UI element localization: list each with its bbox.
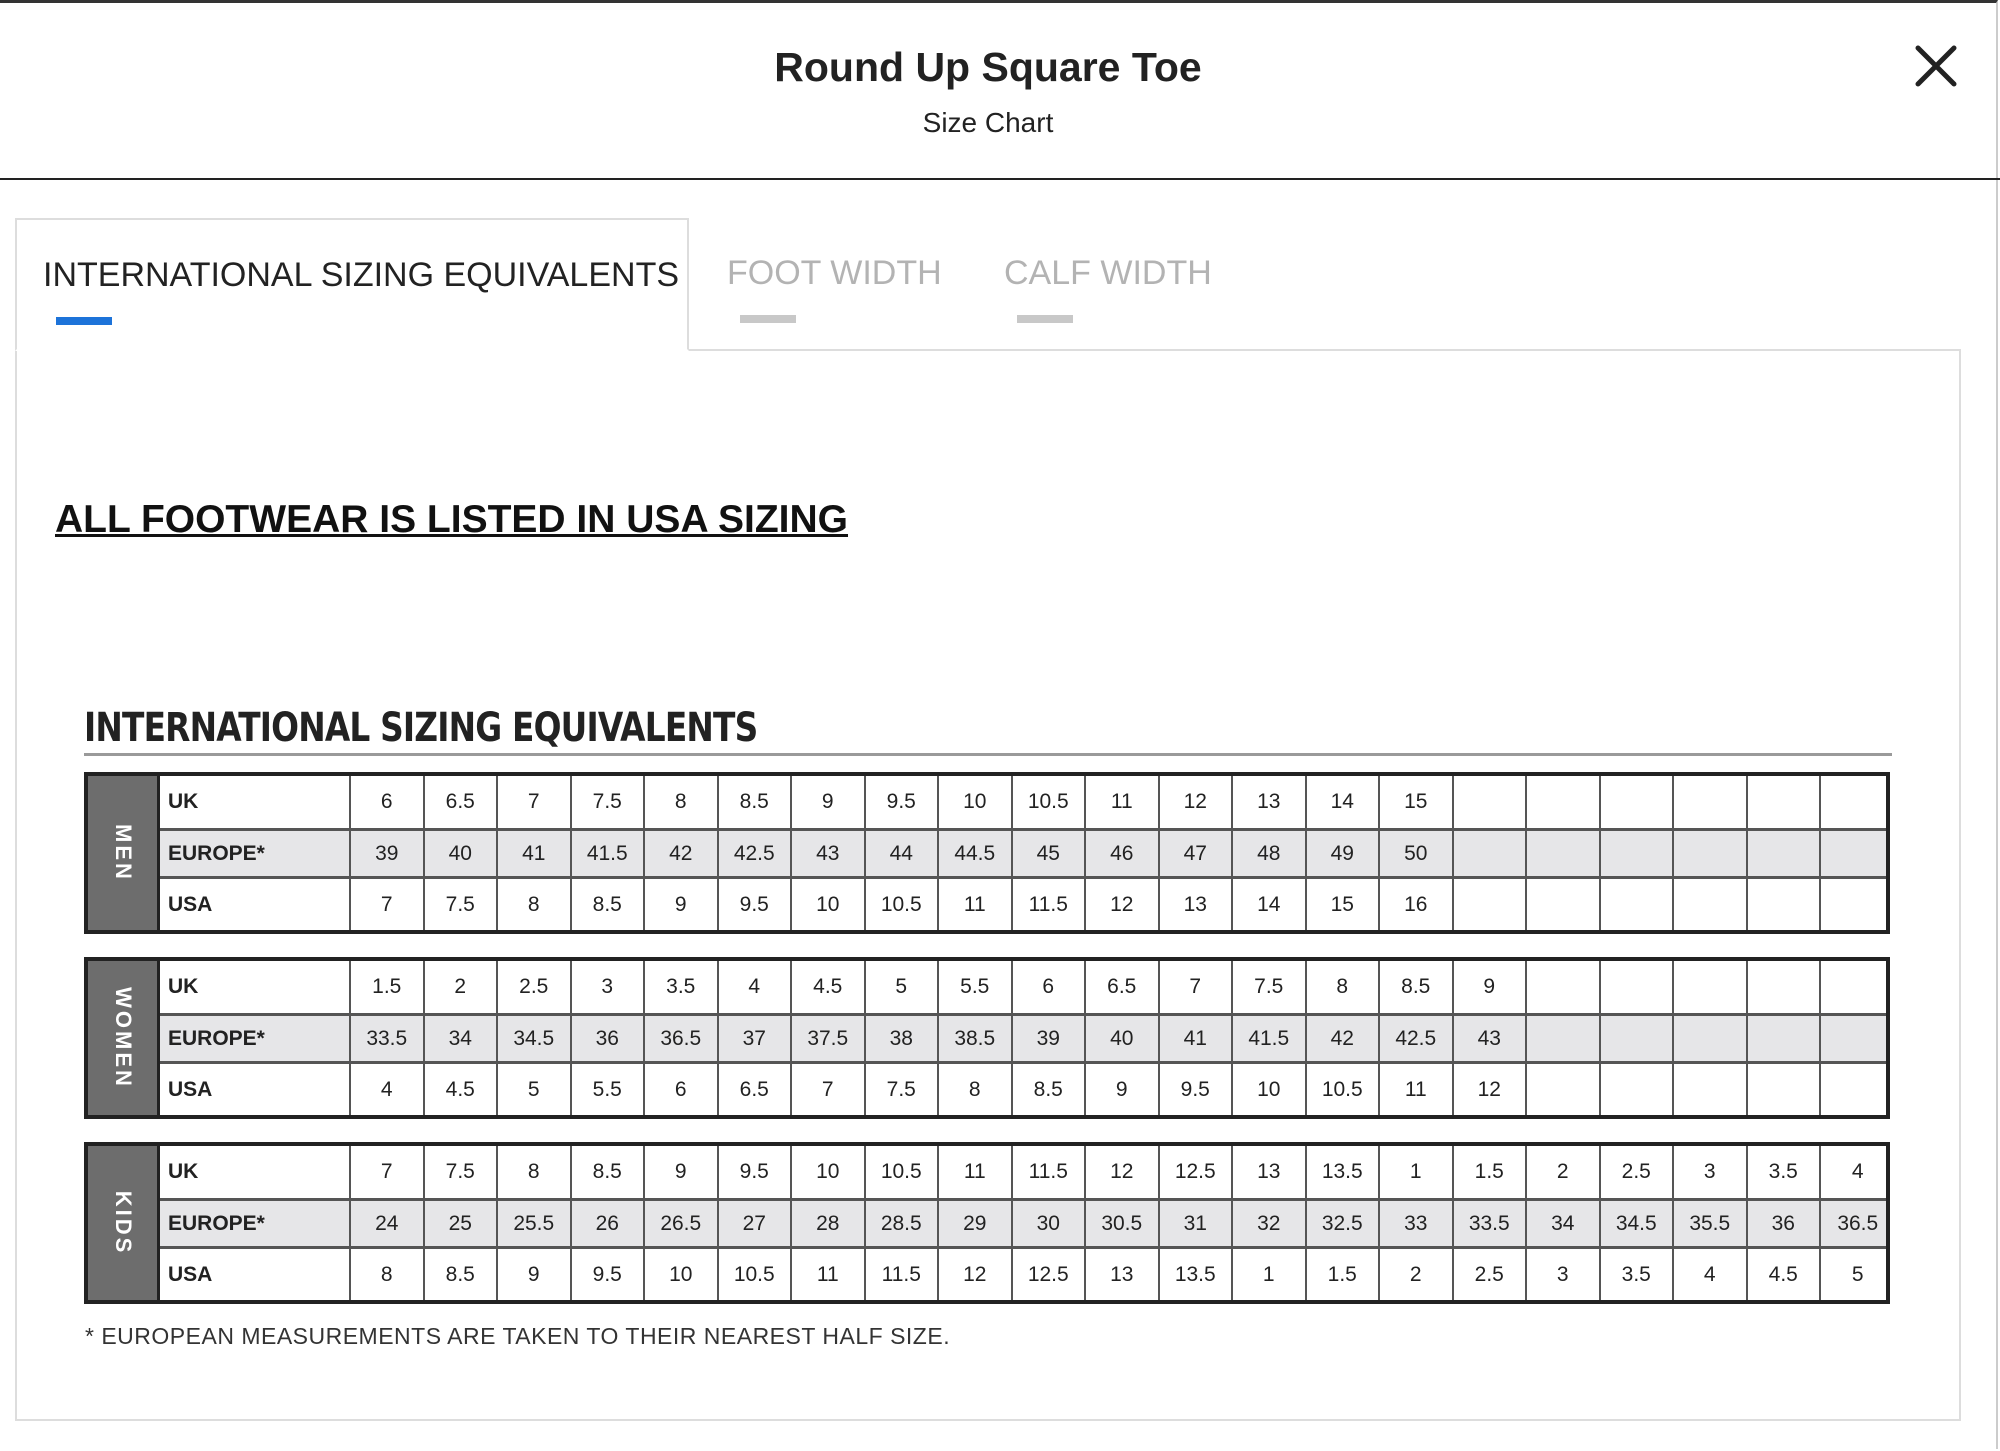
table-cell: 34 — [1527, 1201, 1601, 1246]
table-cell — [1748, 1016, 1822, 1061]
table-cell: 12 — [1086, 1146, 1160, 1198]
table-cell: 9.5 — [1160, 1064, 1234, 1115]
table-cell: 5 — [866, 961, 940, 1013]
table-cell — [1454, 831, 1528, 876]
close-icon — [1910, 40, 1962, 92]
size-group-kids — [84, 1142, 1890, 1304]
table-cell: 6.5 — [719, 1064, 793, 1115]
table-cell: 9 — [645, 879, 719, 930]
table-cell: 12 — [1086, 879, 1160, 930]
table-cell — [1674, 831, 1748, 876]
table-cell — [1674, 1016, 1748, 1061]
table-cell: 8 — [498, 879, 572, 930]
tab-label: INTERNATIONAL SIZING EQUIVALENTS — [43, 256, 680, 294]
table-cell: 4 — [351, 1064, 425, 1115]
table-cell: 14 — [1233, 879, 1307, 930]
table-cell: 9 — [1086, 1064, 1160, 1115]
table-cell: 7.5 — [1233, 961, 1307, 1013]
table-cell: 1.5 — [351, 961, 425, 1013]
table-cell: 40 — [425, 831, 499, 876]
table-cell — [1454, 879, 1528, 930]
tab-active-indicator — [56, 317, 112, 325]
table-cell: 13 — [1233, 776, 1307, 828]
table-cell: 2.5 — [1454, 1249, 1528, 1300]
table-cell: 7 — [351, 879, 425, 930]
table-cell: 4 — [1851, 1160, 1864, 1183]
table-row — [160, 1013, 1886, 1064]
table-cell: 37.5 — [792, 1016, 866, 1061]
table-cell: 13.5 — [1160, 1249, 1234, 1300]
table-cell: 9 — [645, 1146, 719, 1198]
table-cell: 6.5 — [1086, 961, 1160, 1013]
row-header: USA — [160, 1064, 351, 1115]
table-cell: 12.5 — [1013, 1249, 1087, 1300]
table-cell: 8.5 — [719, 776, 793, 828]
table-cell: 8.5 — [1013, 1064, 1087, 1115]
table-cell — [1601, 831, 1675, 876]
table-cell: 2 — [425, 961, 499, 1013]
group-label-text: MEN — [110, 824, 136, 882]
group-label-text: KIDS — [110, 1190, 136, 1256]
table-cell: 3.5 — [645, 961, 719, 1013]
table-cell — [1821, 831, 1895, 876]
table-cell: 10 — [792, 879, 866, 930]
table-cell: 45 — [1013, 831, 1087, 876]
table-cell: 7.5 — [425, 879, 499, 930]
table-cell: 1 — [1380, 1146, 1454, 1198]
table-cell: 36 — [572, 1016, 646, 1061]
table-cell: 30.5 — [1086, 1201, 1160, 1246]
row-header: USA — [160, 879, 351, 930]
table-row — [160, 1249, 1886, 1300]
row-header: UK — [160, 776, 351, 828]
table-cell: 9.5 — [866, 776, 940, 828]
table-cell: 8.5 — [572, 1146, 646, 1198]
table-cell: 8.5 — [1380, 961, 1454, 1013]
table-cell: 8 — [351, 1249, 425, 1300]
table-cell: 13 — [1160, 879, 1234, 930]
table-cell: 38.5 — [939, 1016, 1013, 1061]
table-cell: 13 — [1086, 1249, 1160, 1300]
table-cell: 9 — [1454, 961, 1528, 1013]
table-cell — [1454, 776, 1528, 828]
row-header: USA — [160, 1249, 351, 1300]
table-cell: 26 — [572, 1201, 646, 1246]
group-label — [88, 1146, 160, 1300]
table-cell: 3.5 — [1601, 1249, 1675, 1300]
table-cell: 6 — [645, 1064, 719, 1115]
table-cell: 27 — [719, 1201, 793, 1246]
table-cell: 34.5 — [498, 1016, 572, 1061]
table-cell: 34 — [425, 1016, 499, 1061]
table-cell: 5 — [498, 1064, 572, 1115]
table-cell: 11.5 — [866, 1249, 940, 1300]
table-cell: 7.5 — [572, 776, 646, 828]
table-cell: 6.5 — [425, 776, 499, 828]
table-cell: 34.5 — [1601, 1201, 1675, 1246]
table-cell: 42.5 — [1380, 1016, 1454, 1061]
table-cell: 7 — [792, 1064, 866, 1115]
table-cell: 39 — [1013, 1016, 1087, 1061]
table-cell: 16 — [1380, 879, 1454, 930]
table-cell: 30 — [1013, 1201, 1087, 1246]
table-cell: 11 — [792, 1249, 866, 1300]
table-cell: 8 — [645, 776, 719, 828]
tab-calf-width[interactable] — [992, 218, 1242, 351]
table-cell: 43 — [1454, 1016, 1528, 1061]
table-cell — [1527, 961, 1601, 1013]
group-label — [88, 776, 160, 930]
table-cell — [1748, 961, 1822, 1013]
table-cell: 26.5 — [645, 1201, 719, 1246]
tab-indicator — [740, 315, 796, 323]
table-cell: 7 — [498, 776, 572, 828]
table-cell: 13 — [1233, 1146, 1307, 1198]
table-cell: 49 — [1307, 831, 1381, 876]
row-header: EUROPE* — [160, 831, 351, 876]
table-cell: 33 — [1380, 1201, 1454, 1246]
table-cell: 29 — [939, 1201, 1013, 1246]
table-cell — [1527, 1016, 1601, 1061]
table-cell — [1601, 1064, 1675, 1115]
table-cell: 11.5 — [1013, 879, 1087, 930]
table-cell: 9.5 — [572, 1249, 646, 1300]
table-cell: 3 — [1527, 1249, 1601, 1300]
table-cell: 42 — [1307, 1016, 1381, 1061]
table-cell: 35.5 — [1674, 1201, 1748, 1246]
table-cell: 31 — [1160, 1201, 1234, 1246]
table-cell — [1748, 831, 1822, 876]
table-cell: 24 — [351, 1201, 425, 1246]
table-cell: 3 — [572, 961, 646, 1013]
table-row — [160, 1146, 1886, 1198]
table-cell: 4.5 — [425, 1064, 499, 1115]
table-cell: 8 — [1307, 961, 1381, 1013]
table-cell: 32 — [1233, 1201, 1307, 1246]
table-cell: 1.5 — [1454, 1146, 1528, 1198]
chart-footnote: * EUROPEAN MEASUREMENTS ARE TAKEN TO THEIR NEAREST HALF SIZE. — [85, 1323, 951, 1349]
table-cell: 10 — [792, 1146, 866, 1198]
table-cell: 28.5 — [866, 1201, 940, 1246]
table-cell: 12 — [1160, 776, 1234, 828]
table-cell — [1527, 831, 1601, 876]
table-cell: 2.5 — [498, 961, 572, 1013]
table-cell: 41 — [1160, 1016, 1234, 1061]
table-cell: 42.5 — [719, 831, 793, 876]
table-cell: 44 — [866, 831, 940, 876]
table-cell: 44.5 — [939, 831, 1013, 876]
table-cell: 9 — [498, 1249, 572, 1300]
table-row — [160, 1198, 1886, 1249]
modal-subtitle: Size Chart — [922, 107, 1054, 138]
tab-label: FOOT WIDTH — [727, 254, 942, 292]
table-cell: 13.5 — [1307, 1146, 1381, 1198]
table-cell — [1601, 961, 1675, 1013]
table-cell: 41.5 — [1233, 1016, 1307, 1061]
table-cell: 9 — [792, 776, 866, 828]
table-row — [160, 961, 1886, 1013]
table-cell: 6 — [1013, 961, 1087, 1013]
chart-title: INTERNATIONAL SIZING EQUIVALENTS — [84, 705, 758, 751]
table-cell: 36.5 — [645, 1016, 719, 1061]
table-cell — [1748, 1064, 1822, 1115]
table-cell: 48 — [1233, 831, 1307, 876]
table-cell — [1821, 961, 1895, 1013]
table-cell: 9.5 — [719, 879, 793, 930]
table-cell: 8 — [939, 1064, 1013, 1115]
table-cell: 33.5 — [1454, 1201, 1528, 1246]
table-cell: 4 — [1674, 1249, 1748, 1300]
table-cell: 14 — [1307, 776, 1381, 828]
table-cell: 32.5 — [1307, 1201, 1381, 1246]
table-cell: 12 — [1454, 1064, 1528, 1115]
modal-header — [0, 0, 2000, 180]
table-cell: 4 — [719, 961, 793, 1013]
table-cell: 38 — [866, 1016, 940, 1061]
table-cell: 2 — [1380, 1249, 1454, 1300]
table-row — [160, 1064, 1886, 1115]
table-cell — [1821, 1016, 1895, 1061]
table-cell: 47 — [1160, 831, 1234, 876]
table-cell — [1821, 776, 1895, 828]
table-cell: 41 — [498, 831, 572, 876]
table-cell: 4.5 — [792, 961, 866, 1013]
table-cell — [1527, 879, 1601, 930]
table-cell — [1601, 1016, 1675, 1061]
table-cell: 25 — [425, 1201, 499, 1246]
tab-indicator — [1017, 315, 1073, 323]
table-cell: 10.5 — [1013, 776, 1087, 828]
table-cell: 10 — [939, 776, 1013, 828]
row-header: UK — [160, 1146, 351, 1198]
row-header: EUROPE* — [160, 1201, 351, 1246]
row-header: EUROPE* — [160, 1016, 351, 1061]
tab-foot-width[interactable] — [715, 218, 965, 351]
table-cell: 8.5 — [425, 1249, 499, 1300]
table-cell — [1674, 1064, 1748, 1115]
table-cell: 11 — [939, 879, 1013, 930]
group-label-text: WOMEN — [110, 987, 136, 1089]
table-cell: 3 — [1674, 1146, 1748, 1198]
table-cell — [1527, 776, 1601, 828]
table-cell: 5 — [1851, 1262, 1864, 1286]
table-cell: 7.5 — [425, 1146, 499, 1198]
table-cell: 10.5 — [866, 879, 940, 930]
table-cell: 11.5 — [1013, 1146, 1087, 1198]
table-cell — [1674, 961, 1748, 1013]
table-cell — [1601, 879, 1675, 930]
table-cell — [1601, 776, 1675, 828]
table-cell: 36 — [1748, 1201, 1822, 1246]
table-cell: 10 — [1233, 1064, 1307, 1115]
sizing-notice: ALL FOOTWEAR IS LISTED IN USA SIZING — [55, 498, 849, 541]
table-cell: 40 — [1086, 1016, 1160, 1061]
table-cell: 41.5 — [572, 831, 646, 876]
table-cell — [1674, 776, 1748, 828]
table-cell: 42 — [645, 831, 719, 876]
table-cell — [1821, 1064, 1895, 1115]
table-cell: 2 — [1527, 1146, 1601, 1198]
table-cell — [1748, 879, 1822, 930]
table-cell: 11 — [939, 1146, 1013, 1198]
group-label — [88, 961, 160, 1115]
table-cell: 39 — [351, 831, 425, 876]
modal-title: Round Up Square Toe — [774, 44, 1202, 90]
table-cell: 28 — [792, 1201, 866, 1246]
table-cell: 11 — [1380, 1064, 1454, 1115]
table-cell: 7.5 — [866, 1064, 940, 1115]
table-cell: 11 — [1086, 776, 1160, 828]
table-row — [160, 776, 1886, 828]
table-cell: 36.5 — [1837, 1211, 1879, 1235]
table-cell: 12.5 — [1160, 1146, 1234, 1198]
table-cell: 6 — [351, 776, 425, 828]
table-cell: 50 — [1380, 831, 1454, 876]
chart-title-rule — [84, 753, 1892, 756]
row-header: UK — [160, 961, 351, 1013]
table-cell: 3.5 — [1748, 1146, 1822, 1198]
table-row — [160, 828, 1886, 879]
table-cell: 37 — [719, 1016, 793, 1061]
table-cell: 7 — [1160, 961, 1234, 1013]
table-row — [160, 879, 1886, 930]
table-cell: 2.5 — [1601, 1146, 1675, 1198]
table-cell: 10.5 — [866, 1146, 940, 1198]
table-cell: 7 — [351, 1146, 425, 1198]
tab-label: CALF WIDTH — [1004, 254, 1212, 292]
table-cell: 33.5 — [351, 1016, 425, 1061]
table-cell: 1.5 — [1307, 1249, 1381, 1300]
table-cell: 12 — [939, 1249, 1013, 1300]
table-cell: 10.5 — [1307, 1064, 1381, 1115]
table-cell: 1 — [1233, 1249, 1307, 1300]
close-button[interactable] — [1910, 40, 1962, 92]
table-cell: 46 — [1086, 831, 1160, 876]
table-cell: 9.5 — [719, 1146, 793, 1198]
table-cell — [1674, 879, 1748, 930]
size-group-women — [84, 957, 1890, 1119]
table-cell — [1527, 1064, 1601, 1115]
table-cell: 5.5 — [939, 961, 1013, 1013]
table-cell: 15 — [1307, 879, 1381, 930]
size-group-men — [84, 772, 1890, 934]
table-cell — [1821, 879, 1895, 930]
table-cell: 25.5 — [498, 1201, 572, 1246]
table-cell: 8.5 — [572, 879, 646, 930]
table-cell: 15 — [1380, 776, 1454, 828]
table-cell: 43 — [792, 831, 866, 876]
table-cell — [1748, 776, 1822, 828]
table-cell: 4.5 — [1748, 1249, 1822, 1300]
table-cell: 5.5 — [572, 1064, 646, 1115]
table-cell: 8 — [498, 1146, 572, 1198]
table-cell: 10 — [645, 1249, 719, 1300]
table-cell: 10.5 — [719, 1249, 793, 1300]
tab-international-sizing[interactable] — [15, 218, 689, 351]
